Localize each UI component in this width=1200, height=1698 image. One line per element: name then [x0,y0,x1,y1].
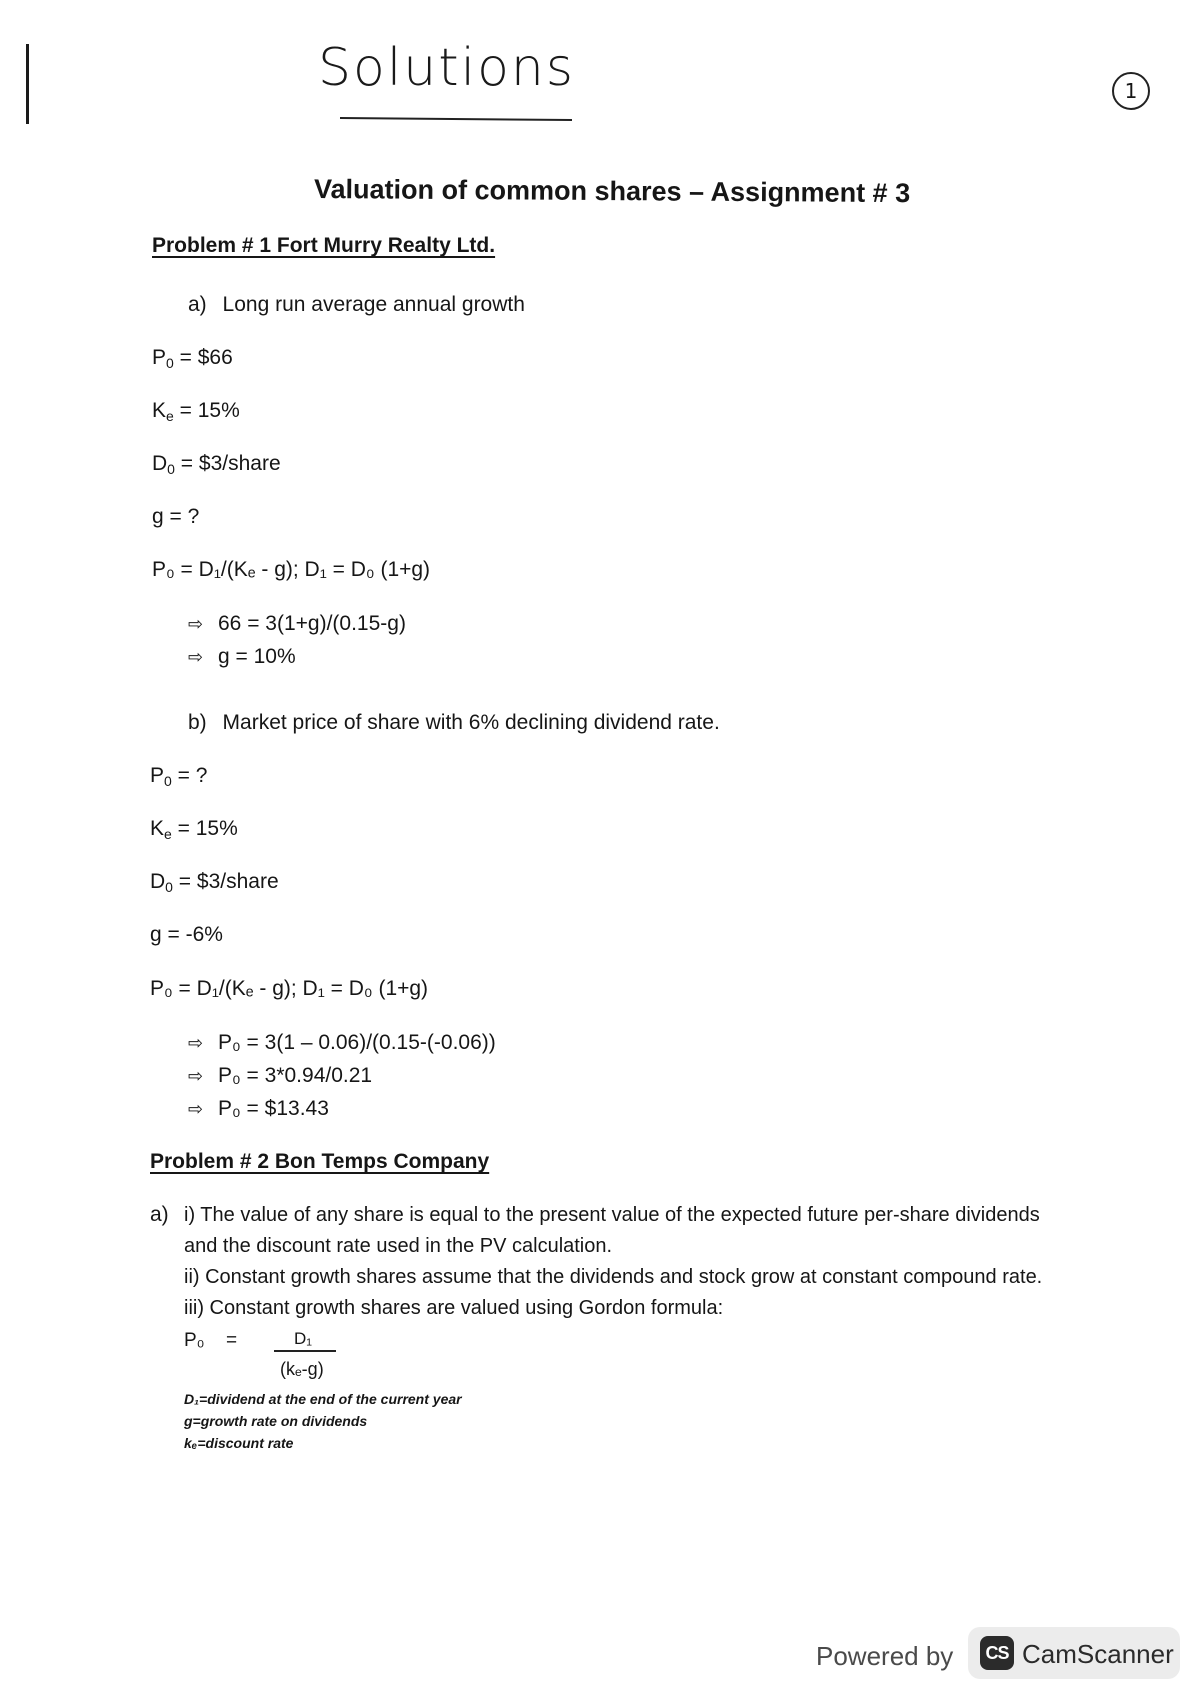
powered-by-text: Powered by [816,1641,954,1671]
part-b-label: b) [188,711,207,734]
formula-numerator: D₁ [294,1329,313,1348]
arrow-icon: ⇨ [188,1099,204,1119]
arrow-icon: ⇨ [188,614,204,634]
part-a-heading [188,292,525,318]
page-number: 1 [1124,79,1138,103]
fraction-bar [274,1350,336,1352]
step-b-3: ⇨ P₀ = $13.43 [188,1097,329,1120]
scan-margin-mark [26,44,29,124]
part-b-text: Market price of share with 6% declining dividend rate. [222,711,720,734]
given-b-p0: $P_0$ = ? [150,764,208,789]
given-p0: $P_0$ = $66 [152,346,233,371]
formula-equals: = [226,1330,238,1351]
arrow-icon: ⇨ [188,647,204,667]
formula-denominator: (kₑ-g) [280,1359,324,1379]
step-a-2: ⇨ g = 10% [188,645,296,668]
given-b-d0: $D_0$ = $3/share [150,870,279,895]
given-g: g = ? [152,505,200,528]
formula-lhs: P₀ [184,1330,205,1351]
given-b-ke: $K_e = 15\%$ [150,817,238,842]
camscanner-badge [968,1627,1180,1679]
part-2a-line3: iii) Constant growth shares are valued using Gordon formula: [184,1297,724,1319]
step-b-1: ⇨ P₀ = 3(1 – 0.06)/(0.15-(-0.06)) [188,1031,496,1054]
camscanner-logo-icon: CS [980,1636,1014,1670]
step-a-1: ⇨ 66 = 3(1+g)/(0.15-g) [188,612,406,635]
page-number-circle [1112,72,1150,110]
step-b-2: ⇨ P₀ = 3*0.94/0.21 [188,1064,373,1087]
handwritten-title: Solutions [318,38,575,98]
problem-1-title: Problem # 1 Fort Murry Realty Ltd. [152,234,496,257]
part-a-label: a) [188,293,207,316]
note-d1: D₁=dividend at the end of the current year [184,1391,462,1407]
part-2a-label: a) [150,1203,169,1226]
part-2a-line1: i) The value of any share is equal to the present value of the expected future per-share dividends [184,1204,1040,1226]
given-ke: $K_e = 15\%$ [152,399,240,424]
note-ke: kₑ=discount rate [184,1435,294,1451]
camscanner-brand: CamScanner [1022,1639,1174,1669]
arrow-icon: ⇨ [188,1033,204,1053]
part-b-heading [188,710,720,736]
handwritten-underline [340,117,572,121]
formula-a: P₀ = D₁/(Kₑ - g); D₁ = D₀ (1+g) [152,558,431,581]
note-g: g=growth rate on dividends [184,1413,368,1429]
formula-b: P₀ = D₁/(Kₑ - g); D₁ = D₀ (1+g) [150,977,429,1000]
part-a-text: Long run average annual growth [222,293,525,316]
part-2a-line2: ii) Constant growth shares assume that the dividends and stock grow at constant compound rate. [184,1266,1043,1288]
arrow-icon: ⇨ [188,1066,204,1086]
given-d0: $D_0$ = $3/share [152,452,281,477]
page-title: Valuation of common shares – Assignment # 3 [313,174,911,209]
problem-2-title: Problem # 2 Bon Temps Company [150,1150,490,1173]
given-b-g: g = -6% [150,923,223,946]
part-2a-line1b: and the discount rate used in the PV calculation. [184,1235,613,1257]
